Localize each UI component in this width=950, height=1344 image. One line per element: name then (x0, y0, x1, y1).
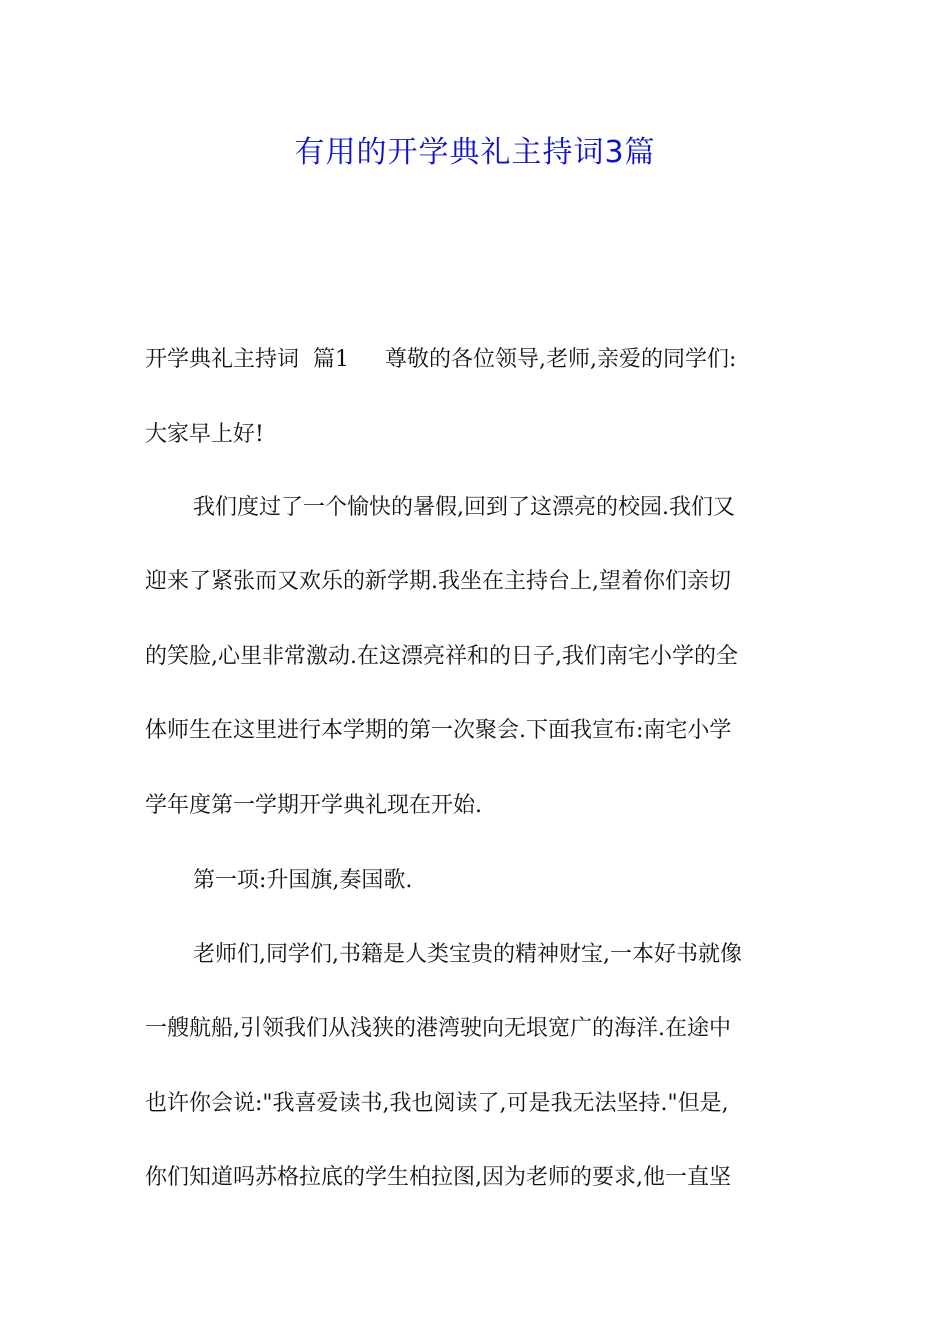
paragraph-line: 的笑脸,心里非常激动.在这漂亮祥和的日子,我们南宅小学的全 (145, 644, 738, 669)
paragraph-line: 老师们,同学们,书籍是人类宝贵的精神财宝,一本好书就像 (193, 942, 742, 967)
paragraph-line: 一艘航船,引领我们从浅狭的港湾驶向无垠宽广的海洋.在途中 (145, 1016, 731, 1041)
paragraph-line: 体师生在这里进行本学期的第一次聚会.下面我宣布:南宅小学 (145, 718, 732, 743)
heading-line (145, 345, 825, 375)
document-title: 有用的开学典礼主持词3篇 (294, 135, 656, 170)
paragraph-line: 你们知道吗苏格拉底的学生柏拉图,因为老师的要求,他一直坚 (145, 1165, 731, 1190)
section-heading: 开学典礼主持词 篇1 (145, 347, 349, 372)
paragraph-line: 迎来了紧张而又欢乐的新学期.我坐在主持台上,望着你们亲切 (145, 569, 731, 594)
paragraph-line: 也许你会说:"我喜爱读书,我也阅读了,可是我无法坚持."但是, (145, 1091, 729, 1116)
paragraph-line: 学年度第一学期开学典礼现在开始. (145, 793, 482, 818)
greeting-text: 尊敬的各位领导,老师,亲爱的同学们: (384, 347, 737, 372)
paragraph-line: 第一项:升国旗,奏国歌. (193, 868, 413, 893)
paragraph-line: 大家早上好! (145, 422, 264, 447)
paragraph-line: 我们度过了一个愉快的暑假,回到了这漂亮的校园.我们又 (193, 495, 735, 520)
